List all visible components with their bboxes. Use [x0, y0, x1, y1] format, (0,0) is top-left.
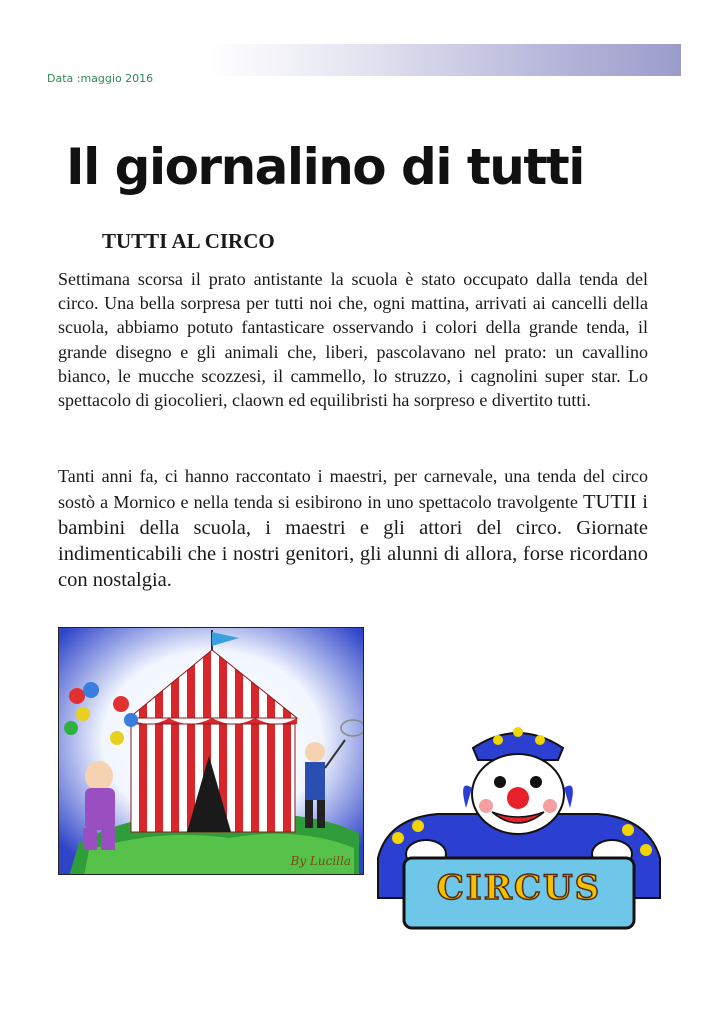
paragraph-2-large-text: TUTII i bambini della scuola, i maestri e gli attori del circo. Giornate indimenticabili che i nostri genitori, gli alunni di allora, forse ricordano con nostalgia. — [58, 491, 648, 591]
circus-clown-illustration — [368, 718, 668, 936]
header-gradient-bar — [210, 44, 681, 76]
article-heading: TUTTI AL CIRCO — [102, 229, 275, 253]
article-paragraph-2 — [58, 463, 648, 593]
newsletter-title: Il giornalino di tutti — [66, 138, 584, 196]
circus-tent-illustration — [58, 627, 364, 875]
paragraph-2-small-text: Tanti anni fa, ci hanno raccontato i maestri, per carnevale, una tenda del circo sostò a Mornico e nella tenda si esibirono in uno spettacolo travolgente — [58, 466, 648, 512]
issue-date: Data :maggio 2016 — [47, 72, 154, 85]
circus-tent-drawing — [59, 628, 364, 875]
article-paragraph-1: Settimana scorsa il prato antistante la scuola è stato occupato dalla tenda del circo. Una bella sorpresa per tutti noi che, ogni mattina, arrivati ai cancelli della scuola, abbiamo potuto fantasticare osservando i colori della grande tenda, il grande disegno e gli animali che, liberi, pascolavano nel prato: un cavallino bianco, le mucche scozzesi, il cammello, lo struzzo, i cagnolini super star. Lo spettacolo di giocolieri, claown ed equilibristi ha sorpreso e divertito tutti. — [58, 269, 648, 411]
tent-signature: By Lucilla — [290, 854, 351, 868]
circus-sign-text: CIRCUS — [436, 868, 602, 908]
